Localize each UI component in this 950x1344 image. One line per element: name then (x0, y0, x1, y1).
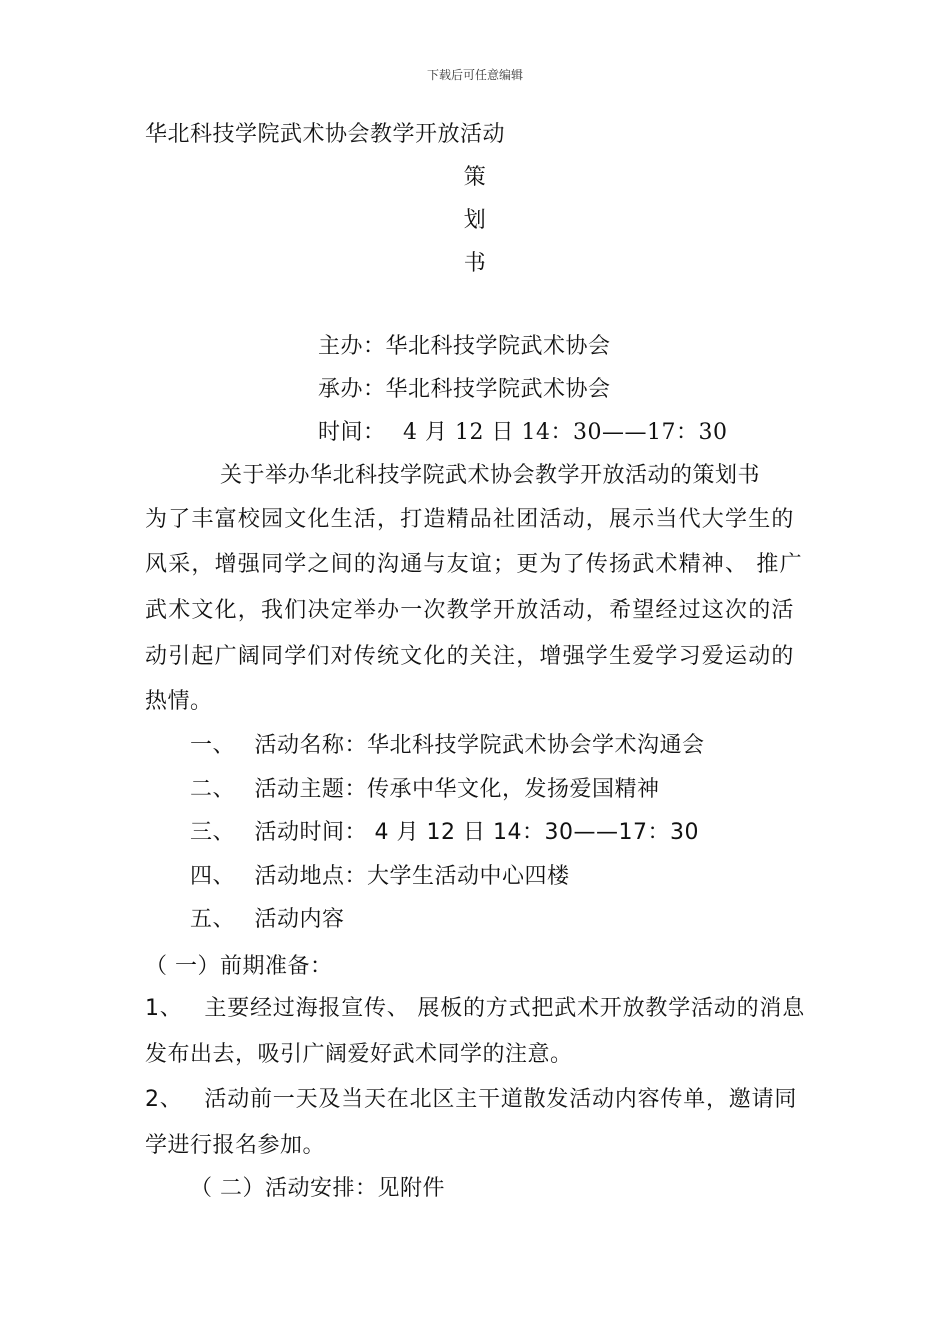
point-text: 活动前一天及当天在北区主干道散发活动内容传单，邀请同 (204, 1087, 798, 1112)
point-number: 2、 (145, 1087, 183, 1112)
point-continuation: 学进行报名参加。 (145, 1133, 326, 1158)
intro-line-3: 武术文化，我们决定举办一次教学开放活动，希望经过这次的活 (145, 598, 795, 623)
section-heading-preparation: （ 一）前期准备： (145, 954, 333, 979)
intro-line-2: 风采，增强同学之间的沟通与友谊；更为了传扬武术精神、 推广 (145, 552, 803, 577)
list-item-number: 二、 (190, 777, 236, 802)
point-text: 主要经过海报宣传、 展板的方式把武术开放教学活动的消息 (204, 996, 806, 1021)
time-line (318, 418, 727, 448)
list-item-text: 活动内容 (254, 907, 345, 932)
list-item (190, 905, 345, 935)
point-number: 1、 (145, 996, 183, 1021)
intro-line-5: 热情。 (145, 689, 213, 714)
point-continuation: 发布出去，吸引广阔爱好武术同学的注意。 (145, 1042, 573, 1067)
list-item-text: 活动主题：传承中华文化，发扬爱国精神 (254, 777, 660, 802)
time-value: 4 月 12 日 14：30——17：30 (403, 420, 728, 445)
host-line: 主办：华北科技学院武术协会 (318, 334, 611, 359)
list-item-text: 活动地点：大学生活动中心四楼 (254, 864, 570, 889)
numbered-point (145, 994, 805, 1024)
list-item (190, 775, 660, 805)
list-item-number: 三、 (190, 820, 236, 845)
list-item-text: 活动名称：华北科技学院武术协会学术沟通会 (254, 733, 705, 758)
list-item-number: 五、 (190, 907, 236, 932)
title-char-1: 策 (463, 165, 487, 190)
page-header-note: 下载后可任意编辑 (426, 68, 523, 82)
intro-line-4: 动引起广阔同学们对传统文化的关注，增强学生爱学习爱运动的 (145, 644, 795, 669)
numbered-point (145, 1085, 797, 1115)
organizer-line: 承办：华北科技学院武术协会 (318, 377, 611, 402)
title-line: 华北科技学院武术协会教学开放活动 (145, 122, 506, 147)
time-label: 时间： (318, 420, 386, 445)
document-title: 关于举办华北科技学院武术协会教学开放活动的策划书 (220, 463, 761, 488)
title-char-3: 书 (463, 251, 487, 276)
list-item (190, 818, 699, 848)
intro-line-1: 为了丰富校园文化生活，打造精品社团活动，展示当代大学生的 (145, 507, 795, 532)
section-heading-arrangement: （ 二）活动安排：见附件 (190, 1176, 445, 1201)
list-item (190, 862, 570, 892)
title-char-2: 划 (463, 208, 487, 233)
list-item (190, 731, 705, 761)
list-item-text: 活动时间： 4 月 12 日 14：30——17：30 (254, 820, 699, 845)
list-item-number: 四、 (190, 864, 236, 889)
list-item-number: 一、 (190, 733, 236, 758)
